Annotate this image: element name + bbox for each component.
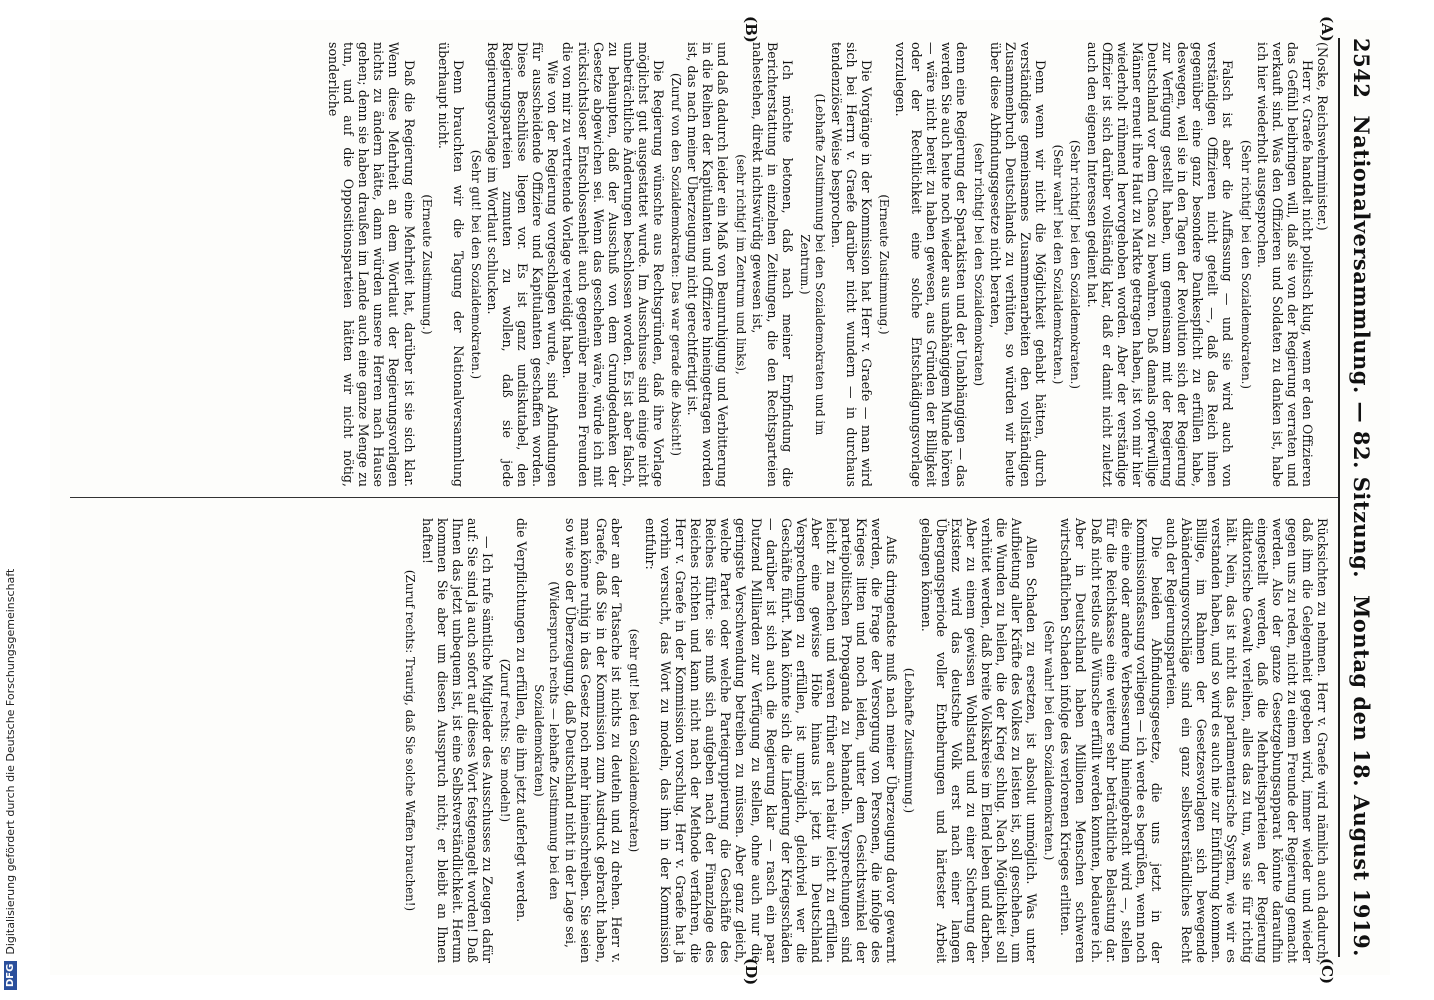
interjection: (Erneute Zustimmung.): [419, 194, 434, 335]
paragraph: Aufs dringendste muß nach meiner Überzeugung davor gewarnt werden, die Frage der Versorgung von Personen, die infolge des Krieges litten und noch leiden, unter dem Gesichtswinkel der parteipolitischen Propaganda zu behandeln. Versprechungen sind leicht zu machen und waren früher auch relativ leicht zu erfüllen. Aber eine gewisse Höhe hinaus ist jetzt in Deutschland Versprechungen zu erfüllen, ist unmöglich, gleichviel wer die Geschäfte führt. Man könnte sich die Linderung der Kriegsschäden — darüber ist sich auch die Regierung klar — rasch ein paar Dutzend Milliarden zur Verfügung zu stellen, ohne auch nur die geringste Verschwendung betreiben zu müssen. Aber ganz gleich, welche Partei oder welche Parteigruppierung die Geschäfte des Reiches führte: sie muß sich aufgeben nach der Finanzlage des Reiches richten und kann nicht nach der Methode verfahren, die Herr v. Graefe in der Kommission vorschlug. Herr v. Graefe hat ja vorhin versucht, das Wort zu modeln, das ihm in der Kommission entfuhr:: [642, 518, 900, 963]
interjection: (Erneute Zustimmung.): [877, 194, 892, 335]
rotated-page-content: [50, 16, 1390, 986]
paragraph: denn eine Regierung der Spartakisten und der Unabhängigen — das werden Sie auch heute noch wieder aus unabhängigem Munde hören — wäre nicht bereit zu haben gewesen, aus Gründen der Billigkeit oder der Rechtlichkeit eine solche Entschädigungsvorlage vorzulegen.: [893, 42, 969, 487]
interjection: (Zuruf rechts: Sie modeln!): [498, 658, 513, 823]
interjection: (sehr gut! bei den Sozialdemokraten): [626, 628, 641, 853]
funding-note: Digitalisierung gefördert durch die Deutsche Forschungsgemeinschaft: [3, 568, 17, 955]
interjection: (Lebhafte Zustimmung.): [902, 667, 917, 814]
interjection: (Sehr wahr! bei den Sozialdemokraten.): [1042, 620, 1057, 861]
interjection: (sehr richtig! im Zentrum und links),: [733, 154, 748, 375]
paragraph: aber an der Tatsache ist nichts zu deuteln und zu drehen. Herr v. Graefe, daß Sie in der Kommission zum Ausdruck gebracht haben, man könne ruhig in das Gesetz noch mehr hineinschreiben. Sie seien so wie so der Überzeugung, daß Deutschland nicht in der Lage sei,: [563, 518, 624, 963]
paragraph: — Ich rufe sämtliche Mitglieder des Ausschusses zu Zeugen dafür auf: Sie sind ja auch sofort auf dieses Wort festgenagelt worden! Daß Ihnen das jetzt unbequem ist, ist eine Selbstverständlichkeit. Herum kommen Sie aber um diesen Ausspruch nicht; er bleibt an Ihnen haften!: [419, 518, 495, 963]
interjection: (Widerspruch rechts — lebhafte Zustimmung bei den Sozialdemokraten): [532, 581, 562, 900]
margin-marker-c: (C): [1318, 958, 1336, 985]
paragraph: die Verpflichtungen zu erfüllen, die ihm jetzt auferlegt werden.: [514, 518, 530, 923]
interjection: (Sehr richtig! bei den Sozialdemokraten.): [1068, 139, 1083, 390]
paragraph: Die Regierung wünschte aus Rechtsgründen, daß ihre Vorlage möglichst gut ausgestattet wurde. Im Ausschusse sind einige nicht unbeträchtliche Änderungen beschlossen worden. Es ist aber falsch, zu behaupten, daß der Ausschuß von dem Grundgedanken der Gesetze abgewichen sei. Wenn das geschehen wäre, würde ich mit rücksichtsloser Entschlossenheit auch gegenüber meinen Freunden die von mir zu vertretende Vorlage verteidigt haben.: [560, 42, 667, 487]
margin-marker-d: (D): [742, 958, 760, 986]
paragraph: Wie von der Regierung vorgeschlagen wurde, sind Abfindungen für ausscheidende Offiziere und Kapitulanten geschaffen worden. Diese Beschlüsse liegen vor. Es ist ganz undiskutabel, den Regierungsparteien zumuten zu wollen, daß sie jede Regierungsvorlage im Wortlaut schlucken.: [485, 42, 561, 487]
paragraph: Denn brauchten wir die Tagung der Nationalversammlung überhaupt nicht.: [435, 42, 466, 487]
header-rule: [1338, 38, 1340, 957]
paragraph: Die Vorgänge in der Kommission hat Herr v. Graefe — man wird sich bei Herrn v. Graefe darüber nicht wundern — in durchaus tendenziöser Weise besprochen.: [829, 42, 875, 487]
paragraph: Ich möchte betonen, daß nach meiner Empfindung die Berichterstattung in einzelnen Zeitungen, die den Rechtsparteien nahestehen, direkt nichtswürdig gewesen ist,: [749, 42, 795, 487]
paragraph: Denn wenn wir nicht die Möglichkeit gehabt hätten, durch verständiges gemeinsames Zusammenarbeiten den vollständigen Zusammenbruch Deutschlands zu verhüten, so würden wir heute über diese Abfindungsgesetze nicht beraten,: [988, 42, 1049, 487]
paragraph: Falsch ist aber die Auffassung — und sie wird auch von verständigen Offizieren nicht geteilt —, daß das Reich ihnen gegenüber eine ganz besondere Dankespflicht zu erfüllen habe, deswegen, weil sie in den Tagen der Revolution sich der Regierung zur Verfügung gestellt haben, um gemeinsam mit der Regierung Deutschland vor dem Chaos zu bewahren. Daß damals opferwillige Männer erneut ihre Haut zu Markte getragen haben, ist von mir hier wiederholt rühmend hervorgehoben worden. Aber der verständige Offizier ist sich darüber vollständig klar, daß er damit nicht zuletzt auch den eigenen Interessen gedient hat.: [1084, 42, 1236, 487]
interjection: (Lebhafte Zustimmung bei den Sozialdemokraten und im Zentrum.): [797, 93, 827, 436]
paragraph: und daß dadurch leider ein Maß von Beunruhigung und Verbitterung in die Reihen der Kapitulanten und Offiziere hineingetragen worden ist, das nach meiner Überzeugung nicht gerechtfertigt ist.: [685, 42, 731, 487]
margin-marker-b: (B): [742, 16, 760, 43]
left-column: [326, 42, 1330, 487]
paragraph: Daß die Regierung eine Mehrheit hat, darüber ist sie sich klar. Wenn diese Mehrheit an dem Wortlaut der Regierungsvorlagen nichts zu ändern hätte, dann würden unsere Herren nach Hause gehen; denn sie haben draußen im Lande auch eine ganze Menge zu tun, und auf die Oppositionsparteien hätten wir nicht nötig, sonderliche: [326, 42, 417, 487]
interjection: (Zuruf rechts: Traurig, daß Sie solche Waffen brauchen!): [403, 569, 418, 912]
interjection: (Zuruf von den Sozialdemokraten: Das war gerade die Absicht!): [669, 73, 684, 456]
page-number: 2542: [1349, 38, 1375, 99]
document-page: [50, 16, 1390, 986]
right-column: [400, 518, 1330, 963]
column-divider: [70, 497, 1338, 498]
page-header: [1342, 38, 1382, 957]
interjection: (Sehr wahr! bei den Sozialdemokraten.): [1051, 144, 1066, 385]
margin-marker-a: (A): [1318, 16, 1336, 42]
paragraph: Rücksichten zu nehmen. Herr v. Graefe wird nämlich auch dadurch, daß ihm die Gelegenheit gegeben wird, immer wieder und wieder gegen uns zu reden, nicht zu einem Freunde der Regierung gemacht werden. Also der ganze Gesetzgebungsapparat könnte daraufhin eingestellt werden, daß die Mehrheitsparteien der Regierung diktatorische Gewalt verleihen, alles das zu tun, was sie für richtig hält. Nein, das ist nicht das parlamentarische System, wie wir es verstanden haben, und so wird es auch nie zur Einführung kommen. Billige, im Rahmen der Gesetzesvorlagen sich bewegende Abänderungsvorschläge sind ein ganz selbstverständliches Recht auch der Regierungsparteien.: [1164, 518, 1330, 963]
interjection: (sehr richtig! bei den Sozialdemokraten): [971, 142, 986, 387]
paragraph: Herr v. Graefe handelt nicht politisch klug, wenn er den Offizieren das Gefühl beibringen will, daß sie von der Regierung verraten und verkauft sind. Was den Offizieren und Soldaten zu danken ist, habe ich hier wiederholt ausgesprochen.: [1254, 42, 1315, 487]
page-title: Nationalversammlung. — 82. Sitzung.: [1349, 115, 1375, 579]
interjection: (Sehr richtig! bei den Sozialdemokraten.): [1238, 139, 1253, 390]
page-date: Montag den 18. August 1919.: [1349, 595, 1375, 957]
dfg-logo-icon: DFG: [4, 961, 17, 990]
speaker-label: (Noske, Reichswehrminister.): [1315, 42, 1330, 231]
paragraph: Allen Schaden zu ersetzen, ist absolut unmöglich. Was unter Aufbietung aller Kräfte des Volkes zu leisten ist, soll geschehen, um die Wunden zu heilen, die der Krieg schlug. Nach Möglichkeit soll verhütet werden, daß breite Volkskreise im Elend leben und darben. Aber zu einem gewissen Wohlstand und zu einer Sicherung der Existenz wird das deutsche Volk erst nach einer langen Übergangsperiode voller Entbehrungen und härtester Arbeit gelangen können.: [918, 518, 1040, 963]
interjection: (Sehr gut! bei den Sozialdemokraten.): [468, 149, 483, 380]
funding-footer: [0, 0, 20, 990]
paragraph: Die beiden Abfindungsgesetze, die uns jetzt in der Kommissionsfassung vorliegen — ich werde es begrüßen, wenn noch die eine oder andere Verbesserung hineingebracht wird —, stellen für die Reichskasse eine weitere sehr beträchtliche Belastung dar. Daß nicht restlos alle Wünsche erfüllt werden konnten, bedauere ich. Aber in Deutschland haben Millionen Menschen schweren wirtschaftlichen Schaden infolge des verlorenen Krieges erlitten.: [1058, 518, 1164, 963]
